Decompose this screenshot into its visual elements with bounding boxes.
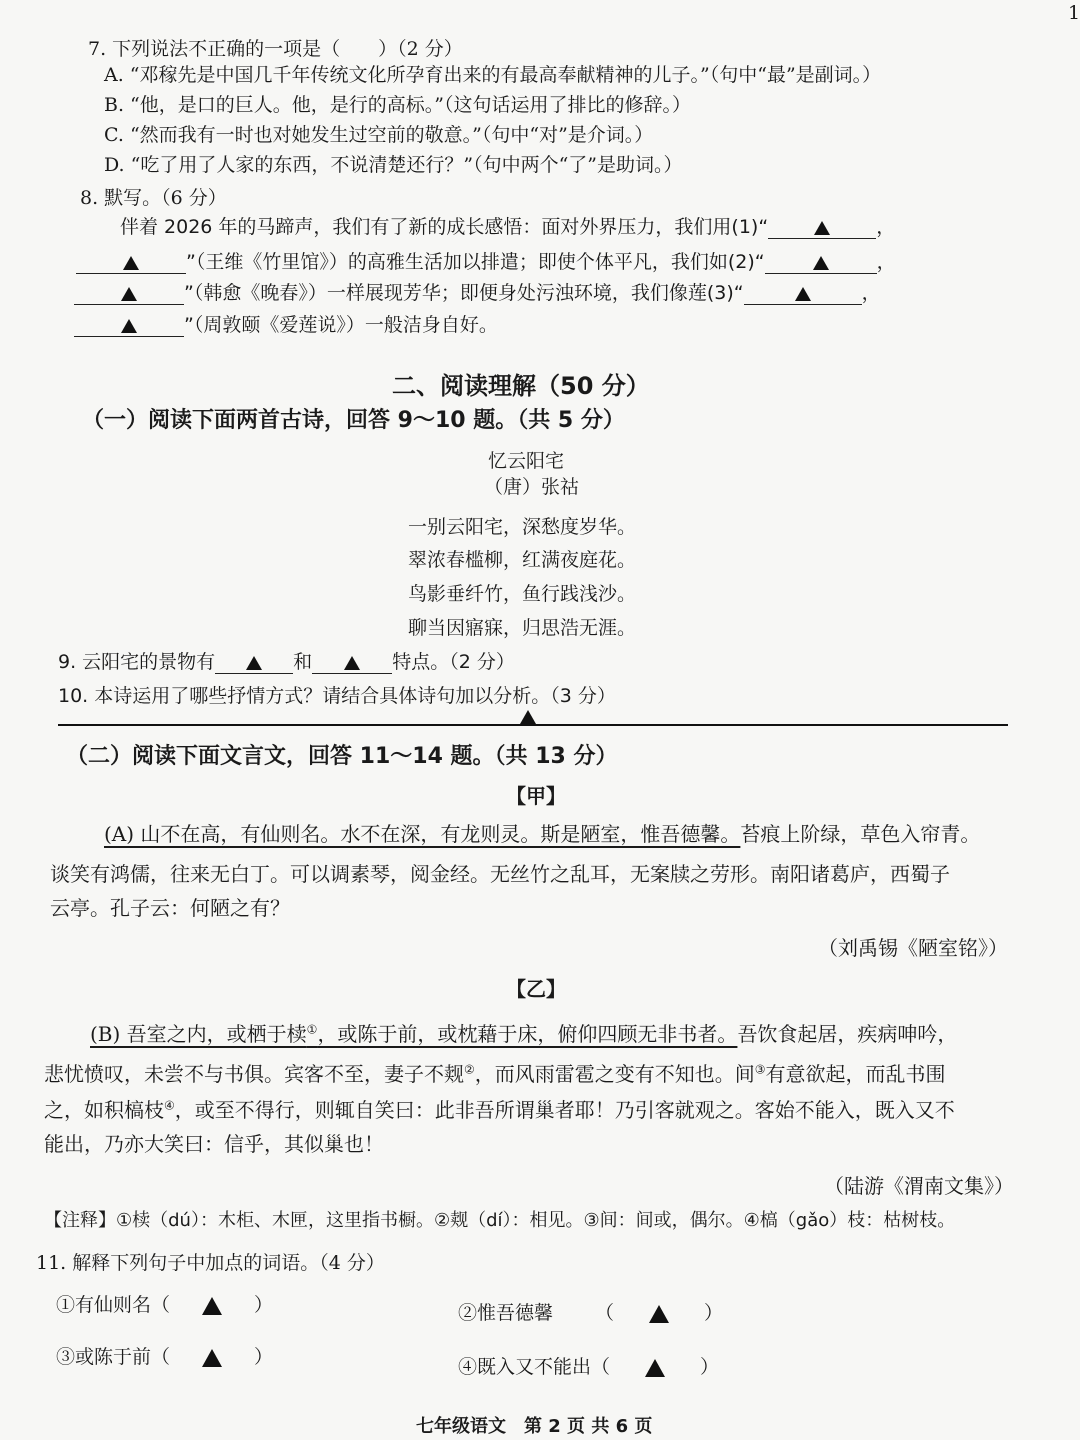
q7-option-d: D. “吃了用了人家的东西，不说清楚还行？”（句中两个“了”是助词。）	[104, 154, 683, 176]
q8-line-4-text: ”（周敦颐《爱莲说》）一般洁身自好。	[184, 314, 498, 336]
jia-label: 【甲】	[506, 784, 566, 808]
yi-line-1-rest: 吾饮食起居，疾病呻吟，	[737, 1022, 958, 1046]
yi-source: （陆游《渭南文集》）	[824, 1174, 1014, 1198]
answer-triangle-icon	[121, 319, 137, 333]
q11-item-3	[56, 1342, 273, 1369]
paren-close: ）	[254, 1346, 274, 1368]
q8-line-1	[120, 212, 895, 239]
q11-item-4	[458, 1352, 719, 1379]
answer-triangle-icon	[814, 221, 830, 235]
q11-item-1	[56, 1290, 273, 1317]
blank-2b[interactable]	[74, 282, 184, 305]
q8-line-1-text: 伴着 2026 年的马蹄声，我们有了新的成长感悟：面对外界压力，我们用(1)“	[120, 216, 769, 238]
yi-line-3b: ，或至不得行，则辄自笑曰：此非吾所谓巢者耶！乃引客就观之。客始不能入，既入又不	[174, 1098, 955, 1122]
q11-item-4-text: ④既入又不能出（	[458, 1356, 611, 1378]
annotations: 【注释】①椟（dú）：木柜、木匣，这里指书橱。②觌（dí）：相见。③间：间或，偶尔。④槁（gǎo）枝：枯树枝。	[44, 1210, 956, 1231]
comma: ，	[876, 251, 896, 273]
answer-triangle-icon	[123, 256, 139, 270]
q11-stem: 11. 解释下列句子中加点的词语。（4 分）	[36, 1252, 385, 1274]
q7-option-b: B. “他，是口的巨人。他，是行的高标。”（这句话运用了排比的修辞。）	[104, 94, 691, 116]
yi-label: 【乙】	[506, 977, 566, 1001]
jia-line-2: 谈笑有鸿儒，往来无白丁。可以调素琴，阅金经。无丝竹之乱耳，无案牍之劳形。南阳诸葛庐，西蜀子	[50, 862, 950, 886]
page-footer: 七年级语文 第 2 页 共 6 页	[416, 1416, 653, 1437]
paren-close: ）	[254, 1294, 274, 1316]
jia-line-1	[104, 818, 980, 847]
q8-line-3-text: ”（韩愈《晚春》）一样展现芳华；即便身处污浊环境，我们像莲(3)“	[184, 282, 744, 304]
q10-answer-line[interactable]	[58, 710, 1008, 726]
blank-2a[interactable]	[765, 251, 877, 274]
poem-title: 忆云阳宅	[488, 450, 565, 472]
q11-item-4-answer[interactable]	[610, 1356, 700, 1378]
comma: ，	[876, 216, 896, 238]
note-2-marker: ②	[464, 1062, 475, 1077]
jia-underlined-sentence: (A) 山不在高，有仙则名。水不在深，有龙则灵。斯是陋室，惟吾德馨。	[104, 822, 741, 846]
yi-line-1	[90, 1018, 957, 1047]
note-4-marker: ④	[164, 1098, 175, 1113]
yi-line-2	[44, 1058, 946, 1087]
q11-item-1-text: ①有仙则名（	[56, 1294, 171, 1316]
blank-3a[interactable]	[744, 282, 862, 305]
answer-triangle-icon	[795, 287, 811, 301]
q8-line-3	[74, 278, 881, 305]
jia-line-3: 云亭。孔子云：何陋之有？	[50, 896, 290, 920]
answer-triangle-icon	[202, 1349, 222, 1367]
part-1-title: （一）阅读下面两首古诗，回答 9～10 题。（共 5 分）	[82, 408, 625, 433]
yi-line-3a: 之，如积槁枝	[44, 1098, 164, 1122]
answer-triangle-icon	[246, 656, 262, 670]
yi-line-4: 能出，乃亦大笑曰：信乎，其似巢也！	[44, 1132, 384, 1156]
answer-triangle-icon	[121, 287, 137, 301]
yi-underlined-a: (B) 吾室之内，或栖于椟	[90, 1022, 307, 1046]
q9-text-b: 和	[293, 651, 313, 673]
paren-open: （	[595, 1302, 615, 1324]
comma: ，	[861, 282, 881, 304]
section-2-title: 二、阅读理解（50 分）	[392, 372, 650, 400]
answer-triangle-icon	[202, 1297, 222, 1315]
q8-line-2	[76, 247, 896, 274]
corner-mark: 1	[1068, 2, 1080, 24]
yi-underlined-sentence	[90, 1022, 737, 1046]
q9-text-c: 特点。（2 分）	[392, 651, 515, 673]
poem-line-1: 一别云阳宅，深愁度岁华。	[408, 516, 637, 538]
blank-1b[interactable]	[76, 251, 186, 274]
answer-triangle-icon	[649, 1305, 669, 1323]
q7-option-c: C. “然而我有一时也对她发生过空前的敬意。”（句中“对”是介词。）	[104, 124, 654, 146]
q11-item-1-answer[interactable]	[170, 1294, 254, 1316]
q11-item-2	[458, 1298, 723, 1325]
answer-triangle-icon	[645, 1359, 665, 1377]
answer-triangle-icon	[344, 656, 360, 670]
poem-line-4: 聊当因寤寐，归思浩无涯。	[408, 617, 637, 639]
q11-item-2-answer[interactable]	[614, 1302, 704, 1324]
q7-option-a: A. “邓稼先是中国几千年传统文化所孕育出来的有最高奉献精神的儿子。”（句中“最”是副词。）	[104, 64, 882, 86]
yi-line-2b: ，而风雨雷雹之变有不知也。间	[474, 1062, 755, 1086]
poem-line-2: 翠浓春槛柳，红满夜庭花。	[408, 549, 637, 571]
yi-line-3	[44, 1094, 955, 1123]
q11-item-2-text: ②惟吾德馨	[458, 1302, 554, 1324]
poem-author: （唐）张祜	[484, 476, 580, 498]
q8-stem: 8. 默写。（6 分）	[80, 187, 227, 209]
note-3-marker: ③	[754, 1062, 766, 1077]
q7-stem: 7. 下列说法不正确的一项是（ ）（2 分）	[88, 38, 463, 60]
blank-3b[interactable]	[74, 314, 184, 337]
answer-triangle-icon	[813, 256, 829, 270]
jia-line-1-rest: 苔痕上阶绿，草色入帘青。	[740, 822, 981, 846]
q8-line-2-text: ”（王维《竹里馆》）的高雅生活加以排遣；即使个体平凡，我们如(2)“	[186, 251, 765, 273]
blank-1a[interactable]	[768, 216, 876, 239]
q9-text-a: 9. 云阳宅的景物有	[58, 651, 216, 673]
yi-line-2c: 有意欲起，而乱书围	[765, 1062, 946, 1086]
q8-line-4	[74, 310, 498, 337]
yi-underlined-b: ，或陈于前，或枕藉于床，俯仰四顾无非书者。	[317, 1022, 738, 1046]
paren-close: ）	[700, 1356, 720, 1378]
poem-line-3: 鸟影垂纤竹，鱼行践浅沙。	[408, 583, 637, 605]
answer-triangle-icon	[520, 710, 536, 724]
q11-item-3-text: ③或陈于前（	[56, 1346, 171, 1368]
q9	[58, 647, 515, 674]
q11-item-3-answer[interactable]	[170, 1346, 254, 1368]
note-1-marker: ①	[306, 1022, 318, 1037]
yi-line-2a: 悲忧愤叹，未尝不与书俱。宾客不至，妻子不觌	[44, 1062, 464, 1086]
paren-close: ）	[704, 1302, 724, 1324]
q9-blank-2[interactable]	[312, 651, 392, 674]
part-2-title: （二）阅读下面文言文，回答 11～14 题。（共 13 分）	[66, 744, 618, 769]
q10: 10. 本诗运用了哪些抒情方式？请结合具体诗句加以分析。（3 分）	[58, 685, 616, 707]
jia-source: （刘禹锡《陋室铭》）	[818, 936, 1008, 960]
q9-blank-1[interactable]	[215, 651, 293, 674]
